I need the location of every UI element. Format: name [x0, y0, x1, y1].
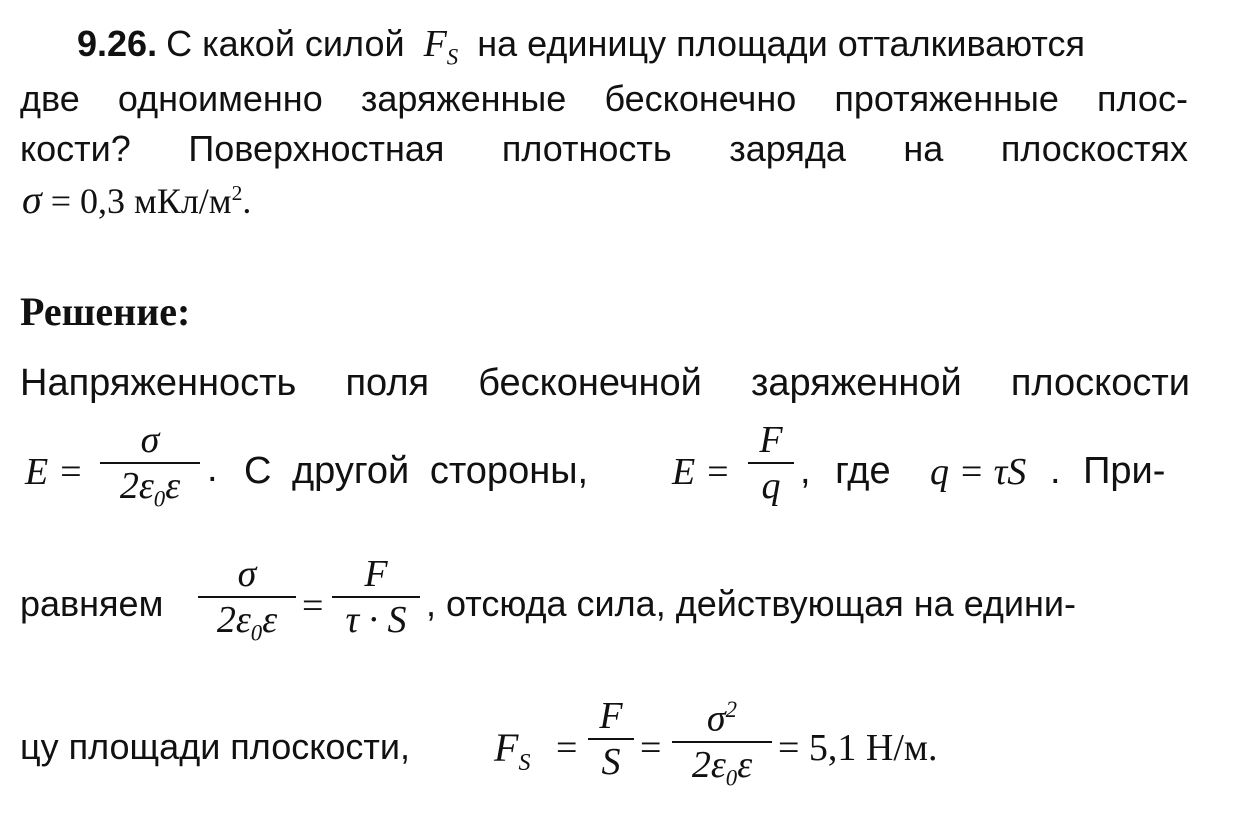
equals-sign: = [302, 585, 324, 627]
word: бесконечной [478, 362, 702, 404]
problem-line-1 [77, 22, 1085, 71]
text-where: , где [800, 450, 891, 492]
text-force: , отсюда сила, действующая на едини- [426, 583, 1077, 624]
text-ravnyaem: равняем [20, 583, 164, 624]
word: на [903, 128, 944, 169]
formula-e-f-fraction: F q [748, 418, 794, 508]
solution-heading: Решение: [20, 289, 191, 334]
word: плоскостях [1000, 128, 1188, 169]
text-other-side: С другой стороны, [244, 450, 589, 492]
problem-text: на единицу площади отталкиваются [477, 23, 1085, 64]
word: плотность [501, 128, 672, 169]
word: плоскости [1010, 362, 1190, 404]
word: кости? [20, 128, 131, 169]
word: заряженные [360, 78, 567, 119]
equals-sign: = [556, 727, 578, 769]
force-symbol-fs: $F_S$ [494, 725, 531, 776]
formula-sigma-squared-fraction: $\sigma^2$ $2\varepsilon_0\varepsilon$ [672, 688, 772, 800]
problem-text: С какой силой [166, 23, 405, 64]
sigma-value: σ = 0,3 мКл/$м^2$. [22, 177, 252, 222]
problem-number: 9.26. [77, 23, 158, 64]
text-dot: . [207, 448, 218, 490]
word: протяженные [834, 78, 1059, 119]
formula-f-tau-fraction: F τ · S [332, 552, 420, 642]
formula-e-lhs-2: E = [672, 451, 731, 493]
word: поля [345, 362, 430, 404]
formula-q: q = τS [930, 451, 1027, 493]
word: две [20, 78, 80, 119]
formula-e-sigma-fraction: σ $2\varepsilon_0\varepsilon$ [100, 418, 200, 522]
word: одноименно [117, 78, 323, 119]
word: бесконечно [604, 78, 797, 119]
equals-sign: = [640, 727, 662, 769]
force-symbol: $F_S$ [423, 23, 459, 70]
word: плос- [1097, 78, 1188, 119]
problem-line-3 [20, 128, 1188, 170]
formula-sigma-fraction: σ $2\varepsilon_0\varepsilon$ [198, 552, 296, 656]
word: заряда [729, 128, 846, 169]
word: Поверхностная [188, 128, 445, 169]
text-pri: . При- [1050, 450, 1166, 492]
formula-e-lhs: E = [25, 451, 84, 493]
text-cu: цу площади плоскости, [20, 726, 411, 767]
solution-line-1 [20, 362, 1190, 405]
result-value: = 5,1 Н/м. [778, 727, 938, 769]
problem-line-2 [20, 78, 1188, 120]
word: заряженной [751, 362, 962, 404]
formula-f-s-fraction: F S [588, 694, 634, 784]
word: Напряженность [20, 362, 297, 404]
